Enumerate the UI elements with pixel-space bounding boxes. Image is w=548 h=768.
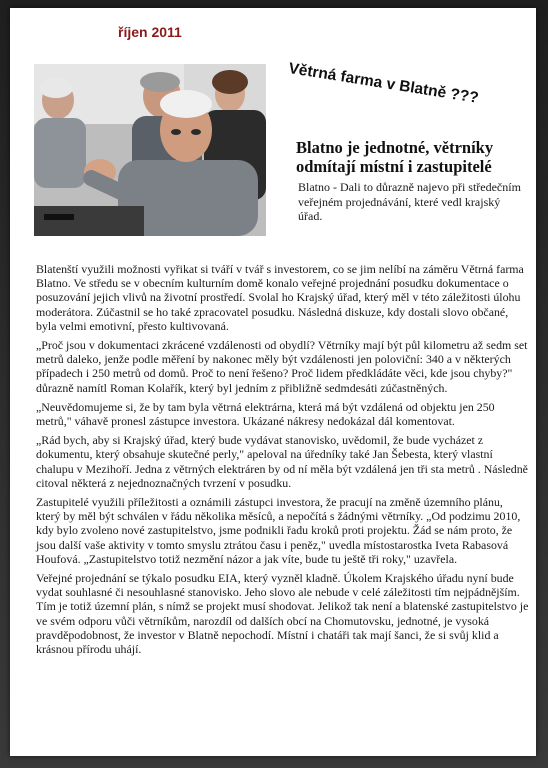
article-body <box>36 262 530 661</box>
article-lead: Blatno - Dali to důrazně najevo při středečním veřejném projednávání, které vedl krajský úřad. <box>298 180 521 223</box>
article-paragraph: „Neuvědomujeme si, že by tam byla větrná elektrárna, která má být vzdálená od objektu jen 250 metrů," váhavě pronesl zástupce investora. Ukázané nákresy nedokázal dál komentovat. <box>36 399 495 429</box>
article-paragraph: „Rád bych, aby si Krajský úřad, který bude vydávat stanovisko, uvědomil, že bude vycházet z dokumentu, který obsahuje skutečné perly," apeloval na úředníky také Jan Šebesta, který vlastní chalupu v Mezihoří. Jedna z větrných elektráren by od ní měla být vzdálená jen tři sta metrů . Následně citoval některá z nejednoznačných tvrzení v posudku. <box>36 433 528 490</box>
meeting-photo-illustration <box>34 64 266 236</box>
issue-date: říjen 2011 <box>118 24 182 40</box>
newsletter-page <box>10 8 536 756</box>
article-paragraph: „Proč jsou v dokumentaci zkrácené vzdálenosti od obydlí? Větrníky mají být půl kilometru až sedm set metrů daleko, jenže podle měření by nakonec měly být vzdálenosti jen poloviční: 340 a v některých případech i 250 metrů od domů. Proč to není řešeno? Proč lidem předkládáte věci, kde jsou chyby?" důrazně namítl Roman Kolařík, který byl jedním z přibližně sedmdesáti zúčastněných. <box>36 338 528 395</box>
topic-title: Větrná farma v Blatně ??? <box>287 60 480 107</box>
article-headline: Blatno je jednotné, větrníky odmítají místní i zastupitelé <box>296 138 494 176</box>
meeting-photo <box>34 64 266 236</box>
article-paragraph: Blatenští využili možnosti vyřikat si tváří v tvář s investorem, co se jim nelíbí na záměru Větrná farma Blatno. Ve středu se v obecním kulturním domě konalo veřejné projednání posudku dokumentace o posuzování jejich vlivů na životní prostředí. Svolal ho Krajský úřad, který měl v této záležitosti úlohu moderátora. Zúčastnil se ho také zpracovatel posudku. Následná diskuze, kdy dostali slovo občané, byla velmi emotivní, přesto kultivovaná. <box>36 262 524 333</box>
article-paragraph: Veřejné projednání se týkalo posudku EIA, který vyzněl kladně. Úkolem Krajského úřadu nyní bude vydat souhlasné či nesouhlasné stanovisko. Jeho slovo ale nebude v celé záležitosti tím nejpádnějším. Tím je totiž územní plán, s nímž se projekt musí shodovat. Jelikož tak není a blatenské zastupitelstvo je ve svém odporu vůči větrníkům, narozdíl od dalších obcí na Chomutovsku, jednotné, je vysoká pravděpodobnost, že investor v Blatně nepochodí. Místní i chatáři tak mají šanci, že si svůj klid a krásnou přírodu uhájí. <box>36 571 529 657</box>
article-paragraph: Zastupitelé využili příležitosti a oznámili zástupci investora, že pracují na změně územního plánu, který by měl být schválen v řádu několika měsíců, a nepočítá s žádnými větrníky. „Od podzimu 2010, kdy bylo zvoleno nové zastupitelstvo, jsme podnikli řadu kroků proti projektu. Žád se nám proto, že jsou další vaše aktivity v tomto smyslu ztrátou času i peněz," uvedla místostarostka Iveta Rabasová Houfová. „Zastupitelstvo totiž nezmění názor a jak víte, bude tu ještě tři roky," uzavřela. <box>36 495 521 566</box>
